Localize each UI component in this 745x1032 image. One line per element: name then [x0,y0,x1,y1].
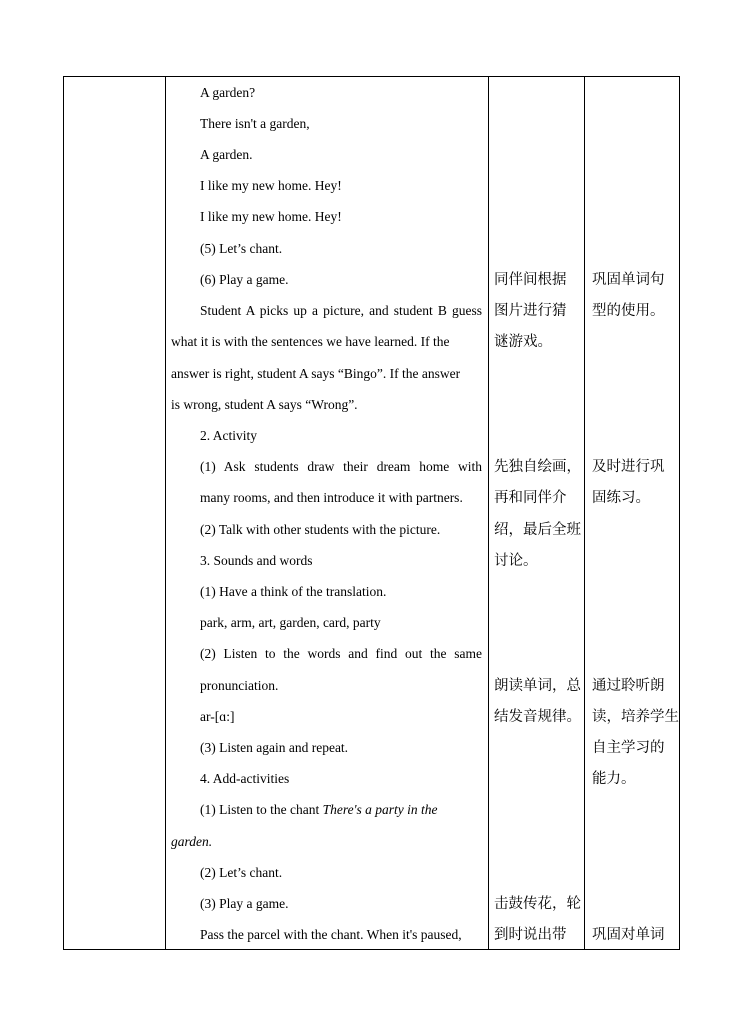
procedure-line: Pass the parcel with the chant. When it's paused, [200,927,462,942]
purpose-line: 固练习。 [592,490,650,506]
procedure-column [166,77,488,949]
procedure-line [171,833,212,851]
chant-title-cont: garden. [171,834,213,849]
purpose-column [585,77,680,949]
procedure-line: (5) Let’s chant. [200,241,283,256]
procedure-line: many rooms, and then introduce it with partners. [200,490,463,505]
student-activity-column [489,77,584,949]
procedure-line: what it is with the sentences we have learned. If the [171,334,450,349]
purpose-line: 巩固单词句 [592,272,665,288]
procedure-line: (1) Have a think of the translation. [200,584,387,599]
procedure-line: Student A picks up a picture, and student B guess [200,303,482,318]
purpose-line: 通过聆听朗 [592,678,665,694]
procedure-line: (2) Talk with other students with the picture. [200,522,441,537]
procedure-line: (2) Let’s chant. [200,865,283,880]
student-activity-line: 朗读单词，总 [494,678,581,694]
procedure-line: pronunciation. [200,678,279,693]
procedure-line: (1) Ask students draw their dream home with [200,459,482,474]
purpose-line: 型的使用。 [592,303,665,319]
student-activity-line: 到时说出带 [494,927,567,943]
purpose-line: 读，培养学生 [592,709,679,725]
procedure-line: A garden? [200,85,256,100]
procedure-line: (3) Play a game. [200,896,289,911]
procedure-line: ar-[ɑ:] [200,709,235,724]
procedure-line: (6) Play a game. [200,272,289,287]
student-activity-line: 结发音规律。 [494,709,581,725]
student-activity-line: 同伴间根据 [494,272,567,288]
procedure-line: park, arm, art, garden, card, party [200,615,381,630]
student-activity-line: 讨论。 [494,553,538,569]
stage-column-cell [64,77,165,949]
student-activity-line: 先独自绘画， [494,459,581,475]
chant-title: There's a party in the [322,802,438,817]
procedure-line: is wrong, student A says “Wrong”. [171,397,358,412]
procedure-line: 3. Sounds and words [200,553,313,568]
procedure-line: 2. Activity [200,428,257,443]
lesson-table [63,76,680,950]
purpose-line: 能力。 [592,771,636,787]
procedure-line: A garden. [200,147,253,162]
purpose-line: 及时进行巩 [592,459,665,475]
student-activity-line: 绍，最后全班 [494,522,581,538]
procedure-line: answer is right, student A says “Bingo”. If the answer [171,366,461,381]
procedure-line: 4. Add-activities [200,771,290,786]
purpose-line: 自主学习的 [592,740,665,756]
procedure-line: There isn't a garden, [200,116,310,131]
student-activity-line: 再和同伴介 [494,490,567,506]
procedure-line: (2) Listen to the words and find out the same [200,646,482,661]
procedure-line: I like my new home. Hey! [200,209,342,224]
student-activity-line: 击鼓传花，轮 [494,896,581,912]
procedure-line-prefix: (1) Listen to the chant [200,802,320,817]
procedure-line: (3) Listen again and repeat. [200,740,349,755]
procedure-line: I like my new home. Hey! [200,178,342,193]
procedure-line [200,801,437,819]
student-activity-line: 图片进行猜 [494,303,567,319]
student-activity-line: 谜游戏。 [494,334,552,350]
purpose-line: 巩固对单词 [592,927,665,943]
